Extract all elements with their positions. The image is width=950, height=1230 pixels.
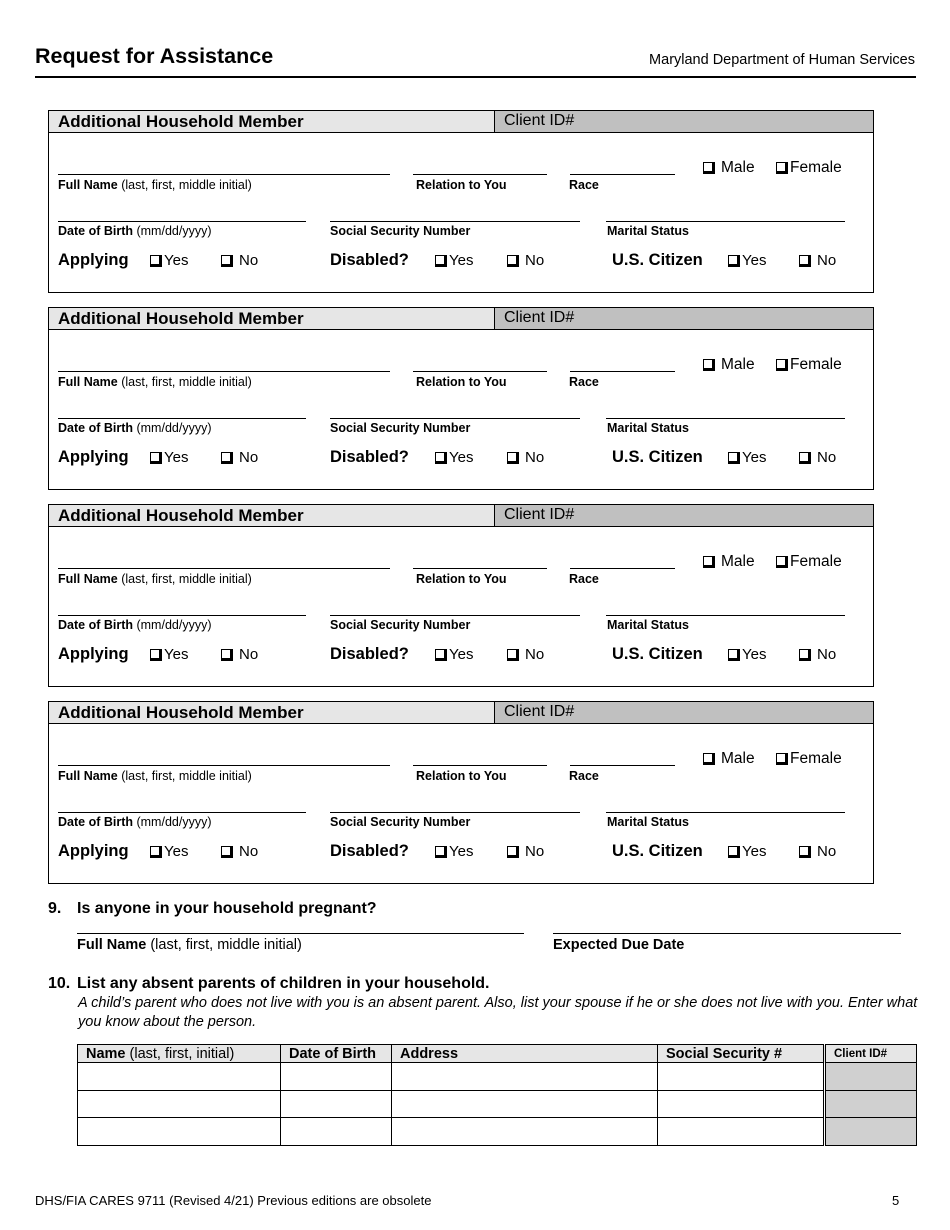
- male-checkbox[interactable]: Male: [703, 553, 755, 571]
- ssn-field[interactable]: [330, 812, 580, 813]
- applying-no-checkbox[interactable]: No: [221, 646, 258, 663]
- relation-field[interactable]: [413, 174, 547, 175]
- disabled-no-checkbox[interactable]: No: [507, 252, 544, 269]
- applying-label: Applying: [58, 842, 129, 860]
- race-label: Race: [569, 178, 599, 192]
- q10-number: 10.: [48, 975, 71, 992]
- household-member-section: [48, 504, 874, 687]
- applying-label: Applying: [58, 645, 129, 663]
- dob-field[interactable]: [58, 221, 306, 222]
- member-section-title: Additional Household Member: [58, 112, 304, 131]
- applying-yes-checkbox[interactable]: Yes: [150, 646, 188, 663]
- female-checkbox[interactable]: Female: [776, 356, 842, 374]
- client-id-label: Client ID#: [504, 112, 575, 129]
- applying-yes-checkbox[interactable]: Yes: [150, 252, 188, 269]
- client-id-label: Client ID#: [504, 703, 575, 720]
- checkbox-icon: [150, 649, 162, 661]
- member-header-bar: [49, 702, 873, 724]
- relation-field[interactable]: [413, 765, 547, 766]
- citizen-no-checkbox[interactable]: No: [799, 843, 836, 860]
- applying-label: Applying: [58, 448, 129, 466]
- table-header-row: [78, 1045, 917, 1063]
- disabled-label: Disabled?: [330, 842, 409, 860]
- male-checkbox[interactable]: Male: [703, 356, 755, 374]
- name-cell[interactable]: [78, 1118, 281, 1146]
- address-cell[interactable]: [392, 1118, 658, 1146]
- checkbox-icon: [507, 846, 519, 858]
- marital-status-label: Marital Status: [607, 618, 689, 632]
- disabled-yes-checkbox[interactable]: Yes: [435, 252, 473, 269]
- female-checkbox[interactable]: Female: [776, 553, 842, 571]
- race-label: Race: [569, 572, 599, 586]
- disabled-no-checkbox[interactable]: No: [507, 646, 544, 663]
- q9-number: 9.: [48, 900, 62, 917]
- member-header-bar: [49, 308, 873, 330]
- checkbox-icon: [703, 556, 715, 568]
- checkbox-icon: [435, 452, 447, 464]
- checkbox-icon: [150, 255, 162, 267]
- relation-label: Relation to You: [416, 572, 507, 586]
- checkbox-icon: [728, 846, 740, 858]
- disabled-yes-checkbox[interactable]: Yes: [435, 843, 473, 860]
- citizen-yes-checkbox[interactable]: Yes: [728, 252, 766, 269]
- dob-label: Date of Birth (mm/dd/yyyy): [58, 618, 212, 632]
- checkbox-icon: [799, 649, 811, 661]
- citizen-label: U.S. Citizen: [612, 645, 703, 663]
- full-name-field[interactable]: [58, 174, 390, 175]
- relation-field[interactable]: [413, 371, 547, 372]
- member-section-title: Additional Household Member: [58, 703, 304, 722]
- pregnant-name-label: Full Name (last, first, middle initial): [77, 937, 302, 953]
- checkbox-icon: [728, 255, 740, 267]
- applying-no-checkbox[interactable]: No: [221, 449, 258, 466]
- checkbox-icon: [507, 452, 519, 464]
- form-id: DHS/FIA CARES 9711 (Revised 4/21) Previous editions are obsolete: [35, 1193, 432, 1208]
- race-field[interactable]: [570, 568, 675, 569]
- absent-parents-table: [77, 1044, 917, 1146]
- household-member-section: [48, 110, 874, 293]
- checkbox-icon: [776, 753, 788, 765]
- checkbox-icon: [435, 255, 447, 267]
- q10-instructions: A child’s parent who does not live with you is an absent parent. Also, list your spouse if he or she does not live with you. Enter what you know about the person.: [78, 995, 918, 1030]
- member-header-bar: [49, 505, 873, 527]
- disabled-label: Disabled?: [330, 645, 409, 663]
- relation-label: Relation to You: [416, 178, 507, 192]
- household-member-section: [48, 307, 874, 490]
- dob-label: Date of Birth (mm/dd/yyyy): [58, 815, 212, 829]
- ssn-label: Social Security Number: [330, 224, 471, 238]
- client-id-cell: [825, 1063, 917, 1091]
- citizen-yes-checkbox[interactable]: Yes: [728, 646, 766, 663]
- marital-status-field[interactable]: [606, 221, 845, 222]
- checkbox-icon: [799, 255, 811, 267]
- checkbox-icon: [507, 255, 519, 267]
- citizen-label: U.S. Citizen: [612, 251, 703, 269]
- race-field[interactable]: [570, 371, 675, 372]
- race-field[interactable]: [570, 174, 675, 175]
- ssn-label: Social Security Number: [330, 618, 471, 632]
- address-cell[interactable]: [392, 1063, 658, 1091]
- checkbox-icon: [776, 359, 788, 371]
- citizen-yes-checkbox[interactable]: Yes: [728, 449, 766, 466]
- relation-field[interactable]: [413, 568, 547, 569]
- dob-label: Date of Birth (mm/dd/yyyy): [58, 224, 212, 238]
- marital-status-field[interactable]: [606, 615, 845, 616]
- full-name-field[interactable]: [58, 371, 390, 372]
- client-id-label: Client ID#: [504, 309, 575, 326]
- table-row: [78, 1063, 917, 1091]
- dob-field[interactable]: [58, 812, 306, 813]
- checkbox-icon: [703, 753, 715, 765]
- dob-cell[interactable]: [281, 1090, 392, 1118]
- due-date-field[interactable]: [553, 933, 901, 934]
- marital-status-label: Marital Status: [607, 421, 689, 435]
- ssn-cell[interactable]: [658, 1090, 825, 1118]
- disabled-no-checkbox[interactable]: No: [507, 843, 544, 860]
- citizen-yes-checkbox[interactable]: Yes: [728, 843, 766, 860]
- full-name-label: Full Name (last, first, middle initial): [58, 178, 252, 192]
- full-name-label: Full Name (last, first, middle initial): [58, 375, 252, 389]
- marital-status-field[interactable]: [606, 812, 845, 813]
- dob-label: Date of Birth (mm/dd/yyyy): [58, 421, 212, 435]
- ssn-cell[interactable]: [658, 1118, 825, 1146]
- q10-question: List any absent parents of children in your household.: [77, 975, 490, 992]
- relation-label: Relation to You: [416, 375, 507, 389]
- table-row: [78, 1118, 917, 1146]
- ssn-field[interactable]: [330, 418, 580, 419]
- full-name-field[interactable]: [58, 568, 390, 569]
- col-client-id-header: Client ID#: [825, 1045, 917, 1063]
- household-member-section: [48, 701, 874, 884]
- race-field[interactable]: [570, 765, 675, 766]
- marital-status-label: Marital Status: [607, 224, 689, 238]
- col-name-header: Name (last, first, initial): [78, 1045, 281, 1063]
- dob-cell[interactable]: [281, 1063, 392, 1091]
- marital-status-field[interactable]: [606, 418, 845, 419]
- page-title: Request for Assistance: [35, 44, 274, 68]
- q9-question: Is anyone in your household pregnant?: [77, 900, 377, 917]
- address-cell[interactable]: [392, 1090, 658, 1118]
- citizen-label: U.S. Citizen: [612, 448, 703, 466]
- female-checkbox[interactable]: Female: [776, 159, 842, 177]
- ssn-label: Social Security Number: [330, 815, 471, 829]
- relation-label: Relation to You: [416, 769, 507, 783]
- citizen-no-checkbox[interactable]: No: [799, 449, 836, 466]
- full-name-label: Full Name (last, first, middle initial): [58, 572, 252, 586]
- agency-name: Maryland Department of Human Services: [649, 52, 915, 68]
- table-row: [78, 1090, 917, 1118]
- full-name-field[interactable]: [58, 765, 390, 766]
- checkbox-icon: [221, 452, 233, 464]
- checkbox-icon: [728, 649, 740, 661]
- applying-yes-checkbox[interactable]: Yes: [150, 449, 188, 466]
- ssn-label: Social Security Number: [330, 421, 471, 435]
- disabled-label: Disabled?: [330, 251, 409, 269]
- applying-label: Applying: [58, 251, 129, 269]
- member-section-title: Additional Household Member: [58, 309, 304, 328]
- checkbox-icon: [799, 846, 811, 858]
- applying-yes-checkbox[interactable]: Yes: [150, 843, 188, 860]
- citizen-no-checkbox[interactable]: No: [799, 252, 836, 269]
- checkbox-icon: [221, 649, 233, 661]
- name-cell[interactable]: [78, 1090, 281, 1118]
- ssn-field[interactable]: [330, 221, 580, 222]
- checkbox-icon: [776, 162, 788, 174]
- checkbox-icon: [799, 452, 811, 464]
- dob-cell[interactable]: [281, 1118, 392, 1146]
- race-label: Race: [569, 375, 599, 389]
- disabled-no-checkbox[interactable]: No: [507, 449, 544, 466]
- applying-no-checkbox[interactable]: No: [221, 252, 258, 269]
- due-date-label: Expected Due Date: [553, 937, 685, 953]
- checkbox-icon: [221, 255, 233, 267]
- disabled-yes-checkbox[interactable]: Yes: [435, 646, 473, 663]
- member-section-title: Additional Household Member: [58, 506, 304, 525]
- disabled-yes-checkbox[interactable]: Yes: [435, 449, 473, 466]
- full-name-label: Full Name (last, first, middle initial): [58, 769, 252, 783]
- checkbox-icon: [728, 452, 740, 464]
- checkbox-icon: [150, 846, 162, 858]
- dob-field[interactable]: [58, 418, 306, 419]
- client-id-cell: [825, 1090, 917, 1118]
- citizen-no-checkbox[interactable]: No: [799, 646, 836, 663]
- col-dob-header: Date of Birth: [281, 1045, 392, 1063]
- col-address-header: Address: [392, 1045, 658, 1063]
- name-cell[interactable]: [78, 1063, 281, 1091]
- checkbox-icon: [221, 846, 233, 858]
- member-header-bar: [49, 111, 873, 133]
- applying-no-checkbox[interactable]: No: [221, 843, 258, 860]
- checkbox-icon: [507, 649, 519, 661]
- header-divider: [35, 76, 916, 78]
- checkbox-icon: [703, 359, 715, 371]
- client-id-label: Client ID#: [504, 506, 575, 523]
- checkbox-icon: [435, 846, 447, 858]
- race-label: Race: [569, 769, 599, 783]
- ssn-field[interactable]: [330, 615, 580, 616]
- dob-field[interactable]: [58, 615, 306, 616]
- male-checkbox[interactable]: Male: [703, 750, 755, 768]
- citizen-label: U.S. Citizen: [612, 842, 703, 860]
- checkbox-icon: [150, 452, 162, 464]
- col-ssn-header: Social Security #: [658, 1045, 825, 1063]
- checkbox-icon: [776, 556, 788, 568]
- checkbox-icon: [703, 162, 715, 174]
- checkbox-icon: [435, 649, 447, 661]
- pregnant-name-field[interactable]: [77, 933, 524, 934]
- marital-status-label: Marital Status: [607, 815, 689, 829]
- ssn-cell[interactable]: [658, 1063, 825, 1091]
- female-checkbox[interactable]: Female: [776, 750, 842, 768]
- page-number: 5: [892, 1193, 900, 1208]
- male-checkbox[interactable]: Male: [703, 159, 755, 177]
- client-id-cell: [825, 1118, 917, 1146]
- disabled-label: Disabled?: [330, 448, 409, 466]
